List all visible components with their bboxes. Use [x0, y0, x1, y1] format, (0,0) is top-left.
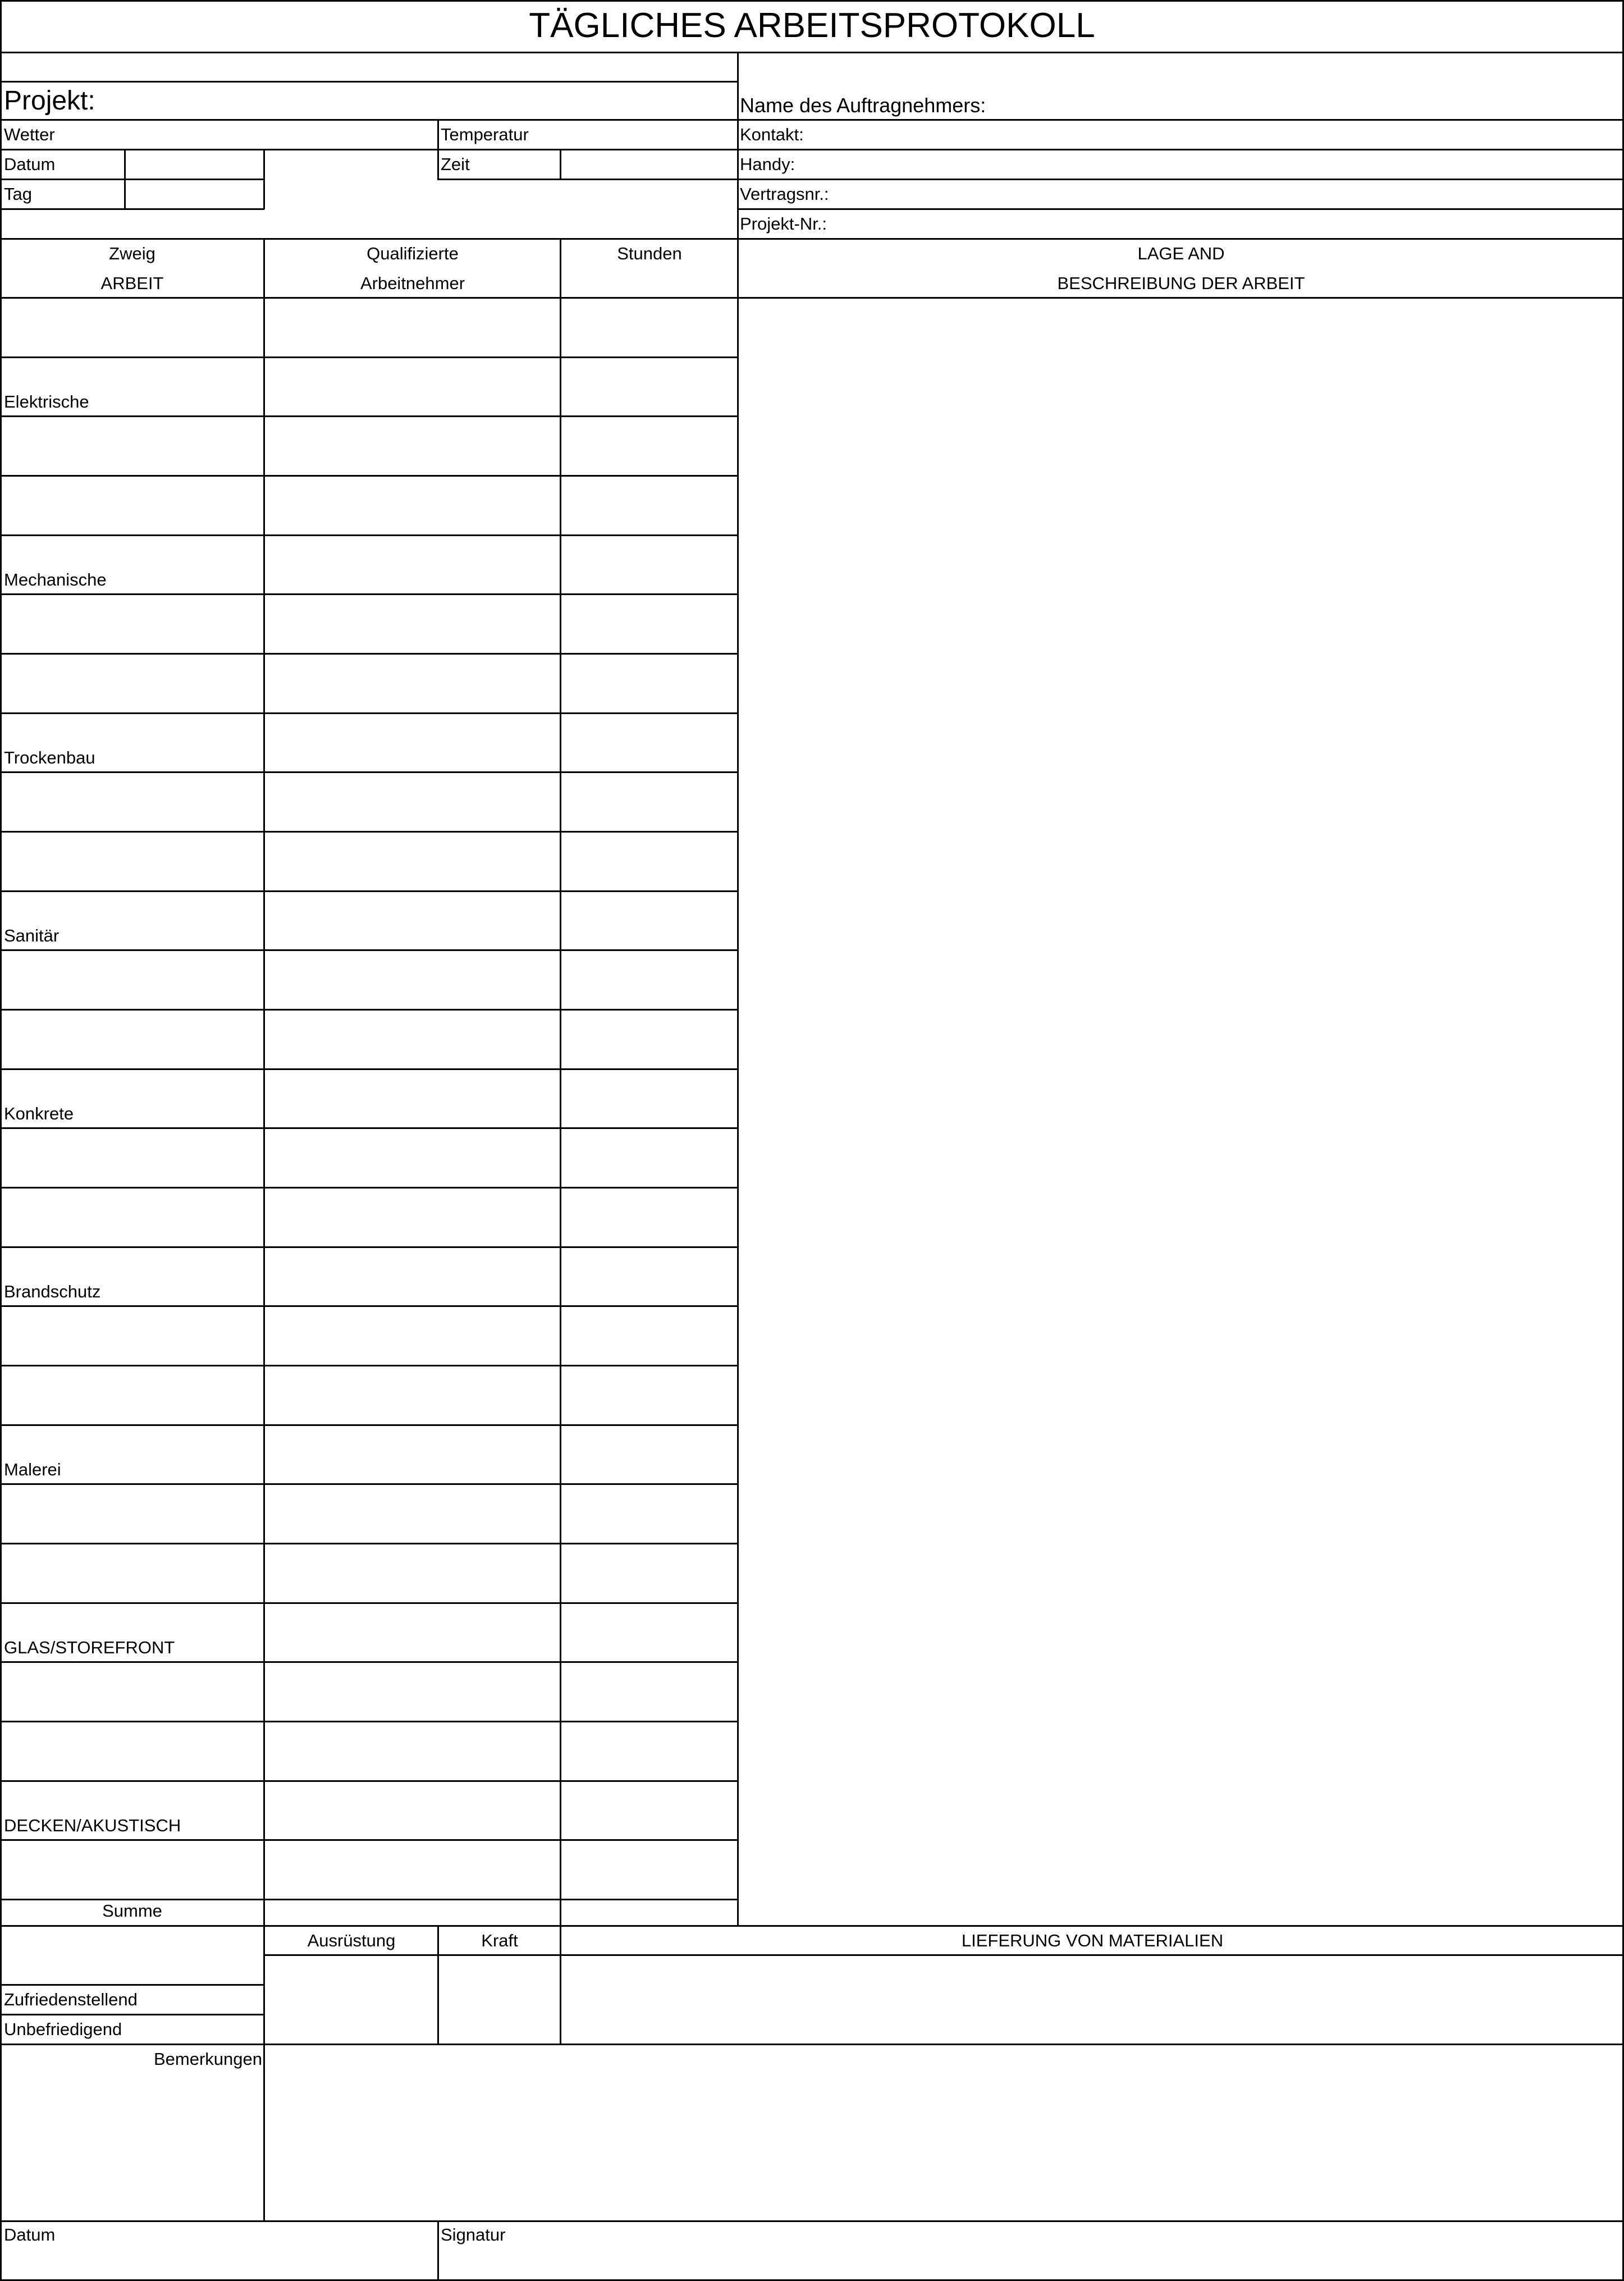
rule-unsatisfactory-top	[0, 2014, 264, 2015]
trade-label: Malerei	[4, 1460, 61, 1479]
rule-day-top	[0, 179, 264, 180]
trade-label: Konkrete	[4, 1104, 74, 1123]
rule-date-top	[0, 149, 1624, 150]
trade-label: Mechanische	[4, 570, 107, 589]
table-row-rule	[0, 1661, 738, 1663]
rule-left	[0, 0, 2, 2281]
table-row-rule	[0, 949, 738, 951]
table-row-rule	[0, 1365, 738, 1366]
contractor-name-label: Name des Auftragnehmers:	[740, 94, 986, 117]
rule-weather-top	[0, 119, 1624, 121]
table-row-rule	[0, 1780, 738, 1782]
rule-materials-header-bottom	[264, 1954, 1624, 1956]
page-title: TÄGLICHES ARBEITSPROTOKOLL	[529, 6, 1095, 45]
footer-date-label: Datum	[4, 2225, 56, 2245]
contract-number-label: Vertragsnr.:	[740, 184, 829, 204]
table-row-rule	[0, 475, 738, 477]
rule-footer-top	[0, 2220, 1624, 2222]
contact-label: Kontakt:	[740, 125, 804, 144]
mobile-label: Handy:	[740, 154, 795, 174]
weather-label: Wetter	[4, 125, 55, 144]
table-row-rule	[0, 1009, 738, 1011]
project-label: Projekt:	[4, 86, 95, 116]
table-row-rule	[0, 1899, 738, 1900]
rule-top	[0, 0, 1624, 2]
table-row-rule	[0, 831, 738, 833]
day-label: Tag	[4, 184, 32, 204]
material-delivery-label: LIEFERUNG VON MATERIALIEN	[961, 1931, 1224, 1950]
table-row-rule	[0, 890, 738, 892]
rule-satisfactory-top	[0, 1984, 264, 1986]
rule-date-value-right	[263, 149, 265, 209]
description-column-header-line2: BESCHREIBUNG DER ARBEIT	[1057, 273, 1305, 293]
rule-project-top	[0, 81, 738, 83]
table-row-rule	[0, 1839, 738, 1841]
description-column-header-line1: LAGE AND	[1137, 244, 1225, 263]
table-row-rule	[0, 1483, 738, 1485]
rule-table-header-bottom	[0, 297, 1624, 299]
rule-description-left	[737, 52, 739, 1926]
rule-workers-left	[263, 238, 265, 2045]
table-row-rule	[0, 1068, 738, 1070]
hours-column-header: Stunden	[617, 244, 682, 263]
rule-title-bottom	[0, 52, 1624, 53]
satisfactory-label: Zufriedenstellend	[4, 1990, 138, 2009]
rule-contract-bottom	[738, 208, 1624, 210]
table-row-rule	[0, 1127, 738, 1129]
rule-remarks-top	[0, 2044, 1624, 2045]
unsatisfactory-label: Unbefriedigend	[4, 2019, 122, 2039]
table-row-rule	[0, 1602, 738, 1604]
rule-table-header-top	[0, 238, 1624, 240]
rule-signature-left	[437, 2220, 439, 2281]
time-label: Zeit	[441, 154, 470, 174]
table-row-rule	[0, 1187, 738, 1189]
date-label: Datum	[4, 154, 56, 174]
rule-time-value-left	[560, 149, 561, 180]
trade-label: Trockenbau	[4, 748, 95, 767]
rule-date-value-left	[124, 149, 126, 209]
trade-label: Brandschutz	[4, 1282, 101, 1301]
temperature-label: Temperatur	[441, 125, 529, 144]
rule-time-bottom	[438, 179, 1624, 180]
table-row-rule	[0, 356, 738, 358]
total-label: Summe	[102, 1901, 162, 1921]
rule-table-bottom	[0, 1925, 1624, 1927]
remarks-label: Bemerkungen	[153, 2049, 262, 2069]
workers-column-header-line2: Arbeitnehmer	[360, 273, 465, 293]
branch-column-header-line2: ARBEIT	[100, 273, 164, 293]
table-row-rule	[0, 1305, 738, 1307]
table-row-rule	[0, 1721, 738, 1722]
table-row-rule	[0, 415, 738, 417]
table-row-rule	[0, 1246, 738, 1248]
trade-label: GLAS/STOREFRONT	[4, 1638, 175, 1657]
table-row-rule	[0, 1424, 738, 1426]
trade-label: Elektrische	[4, 392, 89, 412]
rule-hours-left	[560, 238, 561, 1926]
rule-temperature-left	[437, 119, 439, 150]
trade-label: Sanitär	[4, 926, 60, 945]
workers-column-header-line1: Qualifizierte	[367, 244, 459, 263]
rule-time-left	[437, 149, 439, 180]
project-number-label: Projekt-Nr.:	[740, 214, 827, 234]
table-row-rule	[0, 771, 738, 773]
signature-label: Signatur	[441, 2225, 506, 2245]
trade-label: DECKEN/AKUSTISCH	[4, 1816, 181, 1835]
power-label: Kraft	[481, 1931, 518, 1950]
table-row-rule	[0, 712, 738, 714]
table-row-rule	[0, 1543, 738, 1544]
rule-day-bottom	[0, 208, 264, 210]
table-row-rule	[0, 653, 738, 655]
branch-column-header-line1: Zweig	[109, 244, 155, 263]
equipment-label: Ausrüstung	[307, 1931, 396, 1950]
table-row-rule	[0, 534, 738, 536]
table-row-rule	[0, 593, 738, 595]
rule-remarks-left	[263, 2044, 265, 2222]
